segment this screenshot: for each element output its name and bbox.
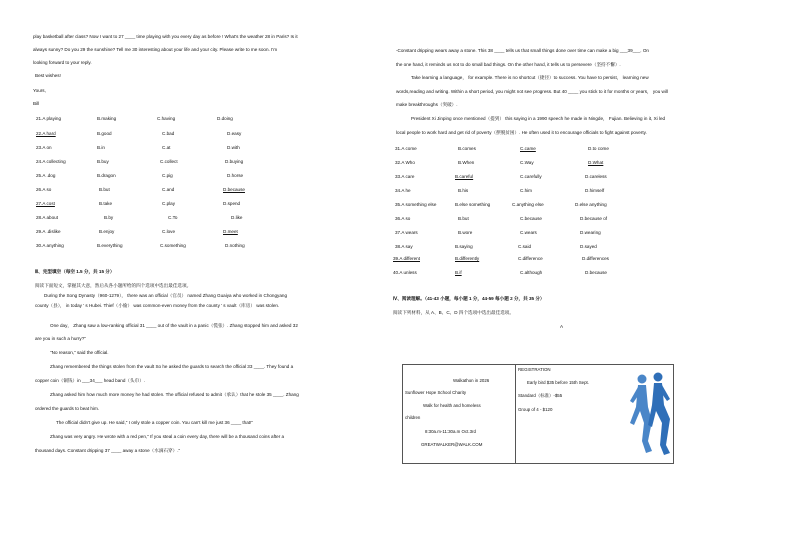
walkathon-ad	[402, 364, 674, 464]
option-29-a: 29.A .dislike	[36, 229, 61, 234]
option-23-a: 23.A on	[36, 145, 52, 150]
option-22-a: 22.A hard	[36, 131, 56, 136]
option-35-c: C.anything else	[512, 202, 544, 207]
option-24-c: C.collect	[160, 159, 178, 164]
passage-line-10: ordered the guards to beat him.	[35, 406, 100, 411]
option-26-d: D.because	[223, 187, 245, 192]
section-4-instructions: 阅读下列材料，从 A、B、C、D 四个选项中选出最佳选项。	[393, 310, 514, 315]
option-38-a: 38.A say	[395, 244, 413, 249]
ad-registration-title: REGISTRATION	[518, 367, 551, 372]
option-34-b: B.his	[458, 188, 469, 193]
option-34-c: C.him	[520, 188, 532, 193]
passage-cont-line-3: Take learning a language， for example. There is no shortcut（捷径）to success. You have to persist， learning new	[411, 75, 649, 80]
option-37-d: D.wearing	[580, 230, 601, 235]
option-34-d: D.himself	[585, 188, 605, 193]
option-26-c: C.and	[162, 187, 175, 192]
option-40-d: D.because	[585, 270, 607, 275]
passage-cont-line-7: local people to work hard and get rid of poverty（摆脱贫困）. He often used it to encourage officials to fight against poverty.	[396, 130, 647, 135]
option-30-d: D.nothing	[225, 243, 245, 248]
option-40-b: B.if	[455, 270, 462, 275]
option-21-d: D.doing	[217, 116, 233, 121]
option-32-b: B.When	[458, 160, 475, 165]
option-23-c: C.at	[162, 145, 171, 150]
letter-closing: Best wishes!	[35, 73, 61, 78]
option-28-b: B.by	[104, 215, 114, 220]
ad-purpose: Walk for health and homeless	[423, 403, 481, 408]
option-22-c: C.bad	[162, 131, 175, 136]
runner-figure-front	[648, 373, 670, 456]
option-34-a: 34.A he	[395, 188, 411, 193]
option-32-d: D.What	[588, 160, 604, 165]
option-37-c: C.wears	[520, 230, 537, 235]
option-39-b: B.differently	[455, 256, 480, 261]
option-27-a: 27.A cost	[36, 201, 55, 206]
option-23-d: D.with	[227, 145, 240, 150]
passage-line-13: thousand days. Constant dripping 37 ____ away a stone（水滴石穿）."	[35, 448, 181, 453]
option-31-b: B.comes	[458, 146, 476, 151]
ad-email: GREATWALKER@WALK.COM	[421, 442, 483, 447]
option-22-d: D.easy	[227, 131, 242, 136]
ad-purpose-cont: children	[405, 415, 421, 420]
passage-line-11: The official didn't give up. He said," I only stole a copper coin. You can't kill me just 36 ____ that!"	[56, 420, 253, 425]
option-35-d: D.else anything	[575, 202, 607, 207]
option-29-c: C.love	[162, 229, 176, 234]
option-32-c: C.Way	[520, 160, 534, 165]
ad-early-bird: Early bird $35 before 15th Sept.	[527, 380, 589, 385]
option-33-c: C.carefully	[520, 174, 542, 179]
option-26-b: B.but	[99, 187, 110, 192]
passage-line-2: county（县）， in today ' s Hubei. Thief（小偷） was common-even money from the county ' s vault（库房） was stolen.	[35, 303, 280, 308]
option-27-d: D.spend	[223, 201, 241, 206]
option-31-d: D.to come	[588, 146, 609, 151]
option-21-a: 21.A playing	[36, 116, 62, 121]
option-26-a: 26.A so	[36, 187, 52, 192]
option-24-b: B.buy	[97, 159, 109, 164]
option-24-a: 24.A collecting	[36, 159, 66, 164]
option-25-c: C.pig	[162, 173, 173, 178]
option-23-b: B.in	[97, 145, 105, 150]
option-39-a: 39.A different	[393, 256, 420, 261]
passage-cont-line-1: -Constant dripping wears away a stone. This 38 ____ tells us that small things done over time can make a big ___39___. On	[396, 48, 649, 53]
option-33-d: D.careless	[585, 174, 607, 179]
section-4-title: Ⅳ、阅读理解。（41-43 小题，每小题 1 分，44-59 每小题 2 分，共 35 分）	[393, 296, 545, 301]
option-33-a: 33.A care	[395, 174, 415, 179]
section-3-instructions: 阅读下面短文，掌握其大意，然后从各小题所给的四个选项中选出最佳选项。	[35, 283, 192, 288]
ad-event-name: Walkathon in 2026	[453, 378, 490, 383]
option-31-c: C.came	[520, 146, 536, 151]
ad-group: Group of 4 - $120	[518, 407, 553, 412]
option-40-a: 40.A unless	[393, 270, 417, 275]
option-21-b: B.making	[97, 116, 117, 121]
intro-line-3: looking forward to your reply.	[33, 60, 92, 65]
option-39-d: D.differences	[582, 256, 609, 261]
passage-line-6: "No reason," said the official.	[50, 350, 109, 355]
option-30-a: 30.A anything	[36, 243, 64, 248]
option-39-c: C.difference	[518, 256, 543, 261]
option-24-d: D.buying	[225, 159, 244, 164]
letter-sign-name: Bill	[33, 101, 40, 106]
option-35-a: 35.A something else	[395, 202, 437, 207]
letter-sign-yours: Yours,	[33, 88, 46, 93]
option-28-c: C.To	[168, 215, 178, 220]
option-30-c: C.something	[160, 243, 186, 248]
option-27-b: B.take	[99, 201, 113, 206]
option-37-b: B.wore	[458, 230, 473, 235]
runner-figure-back	[630, 375, 652, 454]
option-36-d: D.because of	[580, 216, 608, 221]
option-35-b: B.else something	[455, 202, 491, 207]
option-21-c: C.having	[157, 116, 176, 121]
option-38-b: B.saying	[455, 244, 473, 249]
option-25-b: B.dragon	[97, 173, 116, 178]
option-40-c: C.although	[520, 270, 543, 275]
runners-illustration	[628, 371, 672, 457]
intro-line-1: play basketball after class? Now I want to 27 ____ time playing with you every day as before ! What's the weather 28 in Paris? Is it	[33, 34, 298, 39]
option-25-d: D.horse	[227, 173, 244, 178]
ad-standard: Standard（标准）-$55	[518, 393, 563, 398]
ad-organizer: Sunflower Hope School Charity	[405, 390, 467, 395]
option-36-c: C.because	[520, 216, 542, 221]
passage-line-4: One day， Zhang saw a low-ranking official 31 ____ out of the vault in a panic（慌张）. Zhang stopped him and asked 32	[50, 323, 298, 328]
passage-cont-line-2: the one hand, it reminds us not to do small bad things. On the other hand, it tells us to persevere（坚持不懈）.	[396, 62, 621, 67]
option-29-b: B.enjoy	[99, 229, 115, 234]
passage-line-5: are you in such a hurry?"	[35, 336, 86, 341]
intro-line-2: always sunny? Do you 29 the sunshine? Tell me 30 interesting about your life and your city. Please write to me soon. I'm	[33, 47, 278, 52]
passage-line-7: Zhang remembered the things stolen from the vault So he asked the guards to search the official 33 ____. They found a	[50, 364, 294, 369]
option-31-a: 31.A come	[395, 146, 417, 151]
option-38-c: C.said	[518, 244, 532, 249]
option-36-b: B.but	[458, 216, 469, 221]
option-25-a: 25.A .dog	[36, 173, 56, 178]
passage-line-12: Zhang was very angry. He wrote with a red pen," If you steal a coin every day, there will be a thousand coins after a	[50, 434, 285, 439]
ad-divider	[515, 365, 516, 463]
passage-line-1: During the Song Dynasty（960-1279）， there was an official（官员） named Zhang Guaiya who worked in Chongyang	[44, 293, 288, 298]
ad-time: 8:30a.m-11:30a.m Oct.3rd	[425, 429, 476, 434]
option-29-d: D.meet	[223, 229, 238, 234]
passage-cont-line-4: words,reading and writing. Within a short period, you might not see progress. But 40 ____ you stick to it for months or years， you will	[396, 89, 668, 94]
passage-line-9: Zhang asked him how much more money he had stolen. The official refused to admit（承认）that he stole 35 ____. Zhang	[50, 392, 299, 397]
passage-cont-line-5: make breakthroughs（突破）.	[396, 102, 458, 107]
option-32-a: 32.A Who	[395, 160, 415, 165]
option-22-b: B.good	[97, 131, 112, 136]
option-33-b: B.careful	[455, 174, 474, 179]
passage-line-8: copper coin（铜钱）in ___34___ head band（头巾）.	[35, 378, 146, 383]
option-28-d: D.like	[231, 215, 243, 220]
option-30-b: B.everything	[97, 243, 123, 248]
option-27-c: C.play	[162, 201, 176, 206]
option-37-a: 37.A wears	[395, 230, 418, 235]
section-letter: A	[560, 324, 564, 329]
passage-cont-line-6: President Xi Jinping once mentioned（提到） this saying in a 1990 speech he made in Ningde， Fujian. Believing in it, Xi led	[411, 116, 666, 121]
option-38-d: D.sayed	[580, 244, 597, 249]
option-28-a: 28.A about	[36, 215, 58, 220]
option-36-a: 36.A so	[395, 216, 411, 221]
section-3-title: Ⅲ、完型填空（每空 1.5 分，共 15 分）	[35, 269, 115, 274]
